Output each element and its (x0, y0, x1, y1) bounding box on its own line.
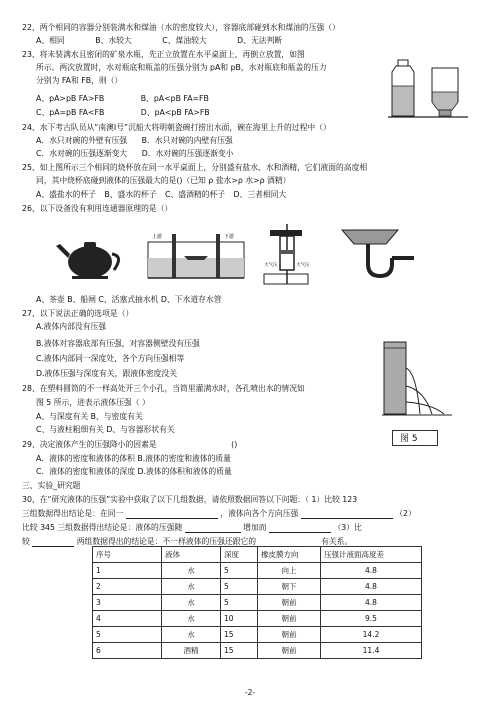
q30-line-3b: 增加而 (243, 523, 267, 532)
q26-figures (52, 222, 432, 288)
q29-option-b: B.液体的密度和液体的质量 (137, 454, 231, 463)
cell-direction: 朝前 (258, 627, 321, 643)
q28-stem-2: 图 5 所示，进表示液体压强（ ） (36, 398, 150, 407)
cell-depth: 15 (221, 627, 258, 643)
q26-options: A、茶壶 B、船闸 C、活塞式抽水机 D、下水道存水管 (36, 295, 222, 304)
q30-line-2c: （2） (395, 509, 416, 518)
cell-height-diff: 4.8 (321, 595, 422, 611)
page-number: -2- (244, 688, 256, 697)
cell-liquid: 水 (162, 611, 221, 627)
cell-index: 2 (93, 579, 162, 595)
q27-option-a: A.液体内部没有压强 (36, 322, 107, 331)
q25-options (36, 190, 286, 200)
cell-depth: 5 (221, 579, 258, 595)
q22-options (36, 36, 282, 46)
q30-blank-1[interactable] (126, 510, 218, 519)
q30-line-3c: （3）比 (333, 523, 362, 532)
table-row (93, 595, 422, 611)
cell-height-diff: 9.5 (321, 611, 422, 627)
cell-index: 6 (93, 643, 162, 659)
q30-line-4c: 有关系。 (321, 537, 353, 546)
q27-option-b: B.液体对容器底部有压强，对容器侧壁没有压强 (36, 339, 200, 348)
q28-options-row1 (36, 412, 143, 422)
q24-option-a: A．水只对碗的外壁有压强 (36, 136, 128, 145)
cell-height-diff: 14.2 (321, 627, 422, 643)
q23-option-a: A、pA>pB FA>FB (36, 94, 105, 103)
header-index: 序号 (93, 547, 162, 563)
q30-blank-3[interactable] (185, 524, 241, 533)
q30-line-3 (22, 523, 362, 533)
upright-bottle (392, 60, 414, 116)
q26-stem: 26、以下设备没有利用连通器原理的是（） (22, 204, 173, 213)
q22-option-d: D、无法判断 (237, 36, 283, 45)
figure-5-label-box (392, 430, 438, 446)
cell-height-diff: 11.4 (321, 643, 422, 659)
q28-options-row2 (36, 425, 175, 435)
q30-line-2b: ，液体向各个方向压强 (220, 509, 299, 518)
q30-blank-4[interactable] (269, 524, 331, 533)
cell-height-diff: 4.8 (321, 579, 422, 595)
q29-stem-text: 29、决定液体产生的压强降小的因素是 (22, 440, 157, 449)
cell-direction: 向上 (258, 563, 321, 579)
q22-stem: 22、两个相同的容器分别装满水和煤油（水的密度较大），容器底部碰到水和煤油的压强（） (22, 23, 340, 32)
cell-liquid: 水 (162, 595, 221, 611)
table-row (93, 579, 422, 595)
cell-liquid: 水 (162, 627, 221, 643)
q29-options-row1 (36, 454, 231, 464)
q24-options-row2 (36, 149, 233, 159)
q28-option-c: C、与液柱粗细有关 (36, 425, 104, 434)
q27-option-c: C.液体内部同一深度处，各个方向压强相等 (36, 354, 185, 363)
q28-option-d: D、与容器形状有关 (106, 425, 175, 434)
cell-liquid: 水 (162, 579, 221, 595)
cell-depth: 15 (221, 643, 258, 659)
q27-option-d: D.液体压强与深度有关，跟液体密度没关 (36, 369, 178, 378)
q28-option-b: B、与密度有关 (90, 412, 143, 421)
q29-answer-paren: () (231, 440, 238, 449)
q24-option-d: D．水对碗的压强逐渐变小 (141, 149, 234, 158)
q30-line-3a: 比较 345 三组数据得出结论是：液体的压强随 (22, 523, 183, 532)
cell-depth: 5 (221, 595, 258, 611)
q23-option-d: D、pA<pB FA>FB (140, 108, 210, 117)
table-row (93, 643, 422, 659)
cell-liquid: 水 (162, 563, 221, 579)
q24-options-row1 (36, 136, 233, 146)
cell-liquid: 酒精 (162, 643, 221, 659)
q28-stem-1: 28、在塑料圆筒的不一样高处开三个小孔，当筒里灌满水时，各孔喷出水的情况如 (22, 384, 305, 393)
figure-5-cylinder (382, 340, 452, 430)
q29-option-a: A．液体的密度和液体的体积 (36, 454, 135, 463)
q23-option-b: B、pA<pB FA=FB (140, 94, 209, 103)
q23-stem-3: 分别为 FA和 FB，则（） (36, 76, 123, 85)
q22-option-b: B、水较大 (95, 36, 132, 45)
cell-direction: 朝前 (258, 611, 321, 627)
cell-index: 3 (93, 595, 162, 611)
q25-option-d: D、三者相同大 (233, 190, 287, 199)
svg-text:上游: 上游 (152, 234, 163, 240)
q30-line-4b: 两组数据得出的结论是：不一样液体的压强还跟它的 (76, 537, 257, 546)
header-liquid: 液体 (162, 547, 221, 563)
q25-option-b: B、盛水的杯子 (104, 190, 157, 199)
q22-option-a: A、相同 (36, 36, 65, 45)
q25-option-c: C、盛酒精的杯子 (165, 190, 226, 199)
cell-depth: 5 (221, 563, 258, 579)
q30-line-1: 30、在“研究液体的压强”实验中获取了以下几组数据，请依照数据回答以下问题：（ 1）比较 123 (22, 495, 358, 504)
q22-option-c: C、煤油较大 (162, 36, 207, 45)
q30-line-2 (22, 509, 416, 519)
q27-stem: 27、以下说法正确的选项是（） (22, 309, 134, 318)
cell-height-diff: 4.8 (321, 563, 422, 579)
q29-option-d: D.液体的体积和液体的质量 (137, 467, 232, 476)
header-height-difference: 压强计液面高度差 (321, 547, 422, 563)
piston-pump-icon (264, 224, 310, 284)
data-table (92, 546, 422, 659)
table-row (93, 627, 422, 643)
ship-lock-icon (148, 233, 244, 278)
section-3-heading: 三、实验_研究题 (22, 481, 81, 490)
sink-trap-icon (342, 230, 414, 276)
q23-options-row2 (36, 108, 210, 118)
cell-direction: 朝下 (258, 579, 321, 595)
q30-line-4a: 较 (22, 537, 30, 546)
q29-option-c: C．液体的密度和液体的深度 (36, 467, 136, 476)
svg-text:大气压: 大气压 (296, 263, 310, 268)
table-row (93, 563, 422, 579)
cell-index: 1 (93, 563, 162, 579)
q30-blank-2[interactable] (301, 510, 393, 519)
header-membrane-direction: 橡皮膜方向 (258, 547, 321, 563)
q23-stem-2: 所示。两次放置时，水对瓶底和瓶盖的压强分别为 pA和 pB，水对瓶底和瓶盖的压力 (36, 63, 327, 72)
q30-blank-5[interactable] (32, 538, 74, 547)
cell-direction: 朝前 (258, 595, 321, 611)
q29-options-row2 (36, 467, 232, 477)
svg-text:下游: 下游 (224, 234, 235, 240)
q23-option-c: C、pA=pB FA<FB (36, 108, 105, 117)
inverted-bottle (432, 68, 458, 116)
q28-option-a: A、与深度有关 (36, 412, 89, 421)
cell-direction: 朝前 (258, 643, 321, 659)
q23-stem-1: 23、将未装满水且密闭的矿泉水瓶，先正立放置在水平桌面上，再倒立放置，如图 (22, 50, 305, 59)
cell-index: 5 (93, 627, 162, 643)
q25-stem-2: 同，其中烧杯底碰到液体的压强最大的是()（已知 ρ 盐水>ρ 水>ρ 酒精） (36, 176, 291, 185)
table-header-row (93, 547, 422, 563)
svg-text:大气压: 大气压 (264, 263, 278, 268)
q25-stem-1: 25、如上图所示三个相同的烧杯放在同一水平桌面上，分别盛有盐水、水和酒精，它们液面的高度相 (22, 163, 368, 172)
table-row (93, 611, 422, 627)
teapot-icon (56, 242, 119, 279)
q29-stem (22, 440, 237, 450)
header-depth: 深度 (221, 547, 258, 563)
q23-options-row1 (36, 94, 209, 104)
q25-option-a: A、盛盐水的杯子 (36, 190, 96, 199)
bottle-figure (388, 58, 468, 124)
q30-line-2a: 三组数据得出结论是：在同一 (22, 509, 124, 518)
q24-stem: 24、水下考古队员从“南澳Ⅰ号”沉船大将明朝瓷碗打捞出水面，碗在海里上升的过程中（） (22, 123, 331, 132)
cell-index: 4 (93, 611, 162, 627)
cell-depth: 10 (221, 611, 258, 627)
figure-5-label: 图 5 (400, 434, 418, 444)
q24-option-c: C．水对碗的压强逐渐变大 (36, 149, 128, 158)
q24-option-b: B．水只对碗的内壁有压强 (141, 136, 233, 145)
